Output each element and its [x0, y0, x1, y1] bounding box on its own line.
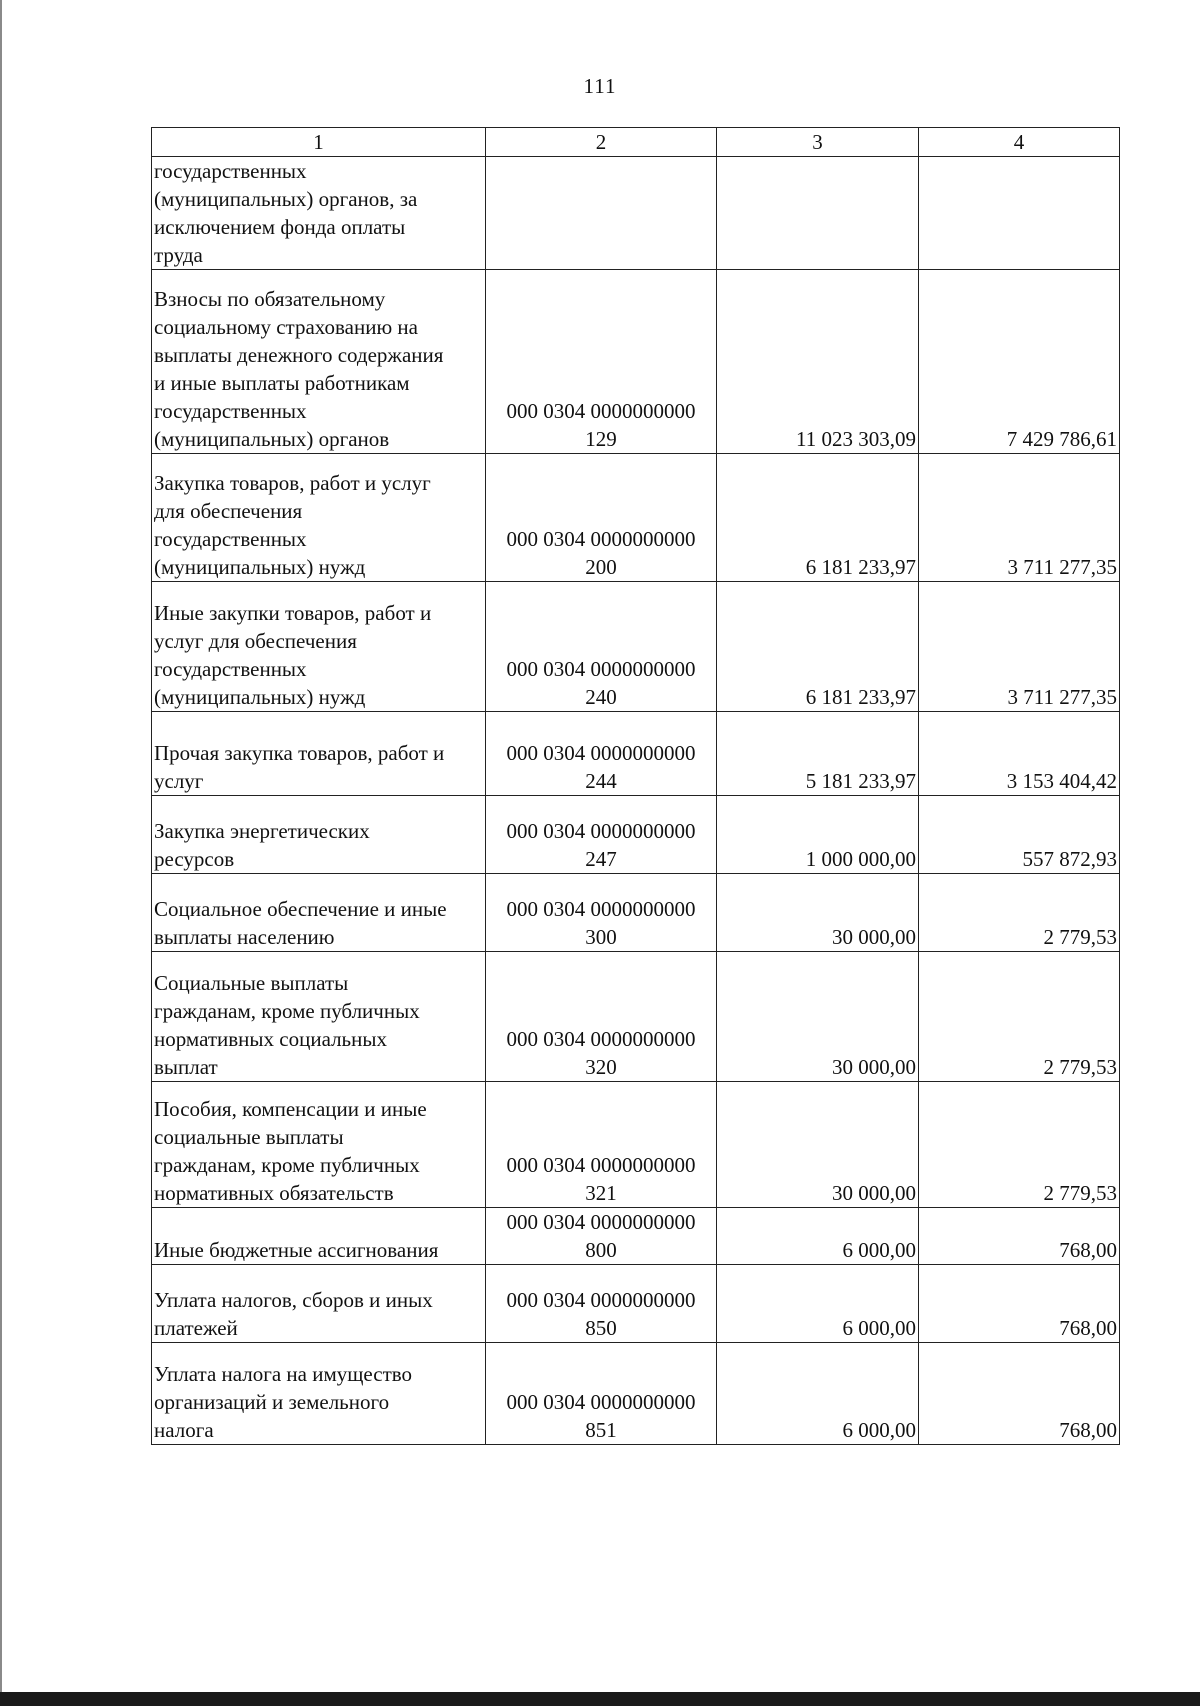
- row-name-line: гражданам, кроме публичных: [154, 1153, 420, 1177]
- row-value-3-cell: 30 000,00: [717, 952, 919, 1082]
- row-name-cell: [152, 874, 486, 952]
- row-code-line: 000 0304 0000000000: [506, 1153, 696, 1177]
- table-header-row: [152, 128, 1120, 157]
- row-name-line: социальные выплаты: [154, 1125, 344, 1149]
- row-name-cell: [152, 157, 486, 270]
- table-row: [152, 1265, 1120, 1343]
- row-code-cell: [486, 1343, 717, 1445]
- row-value-4-cell: 3 711 277,35: [919, 582, 1120, 712]
- row-name-line: для обеспечения: [154, 499, 303, 523]
- row-name-line: государственных: [154, 399, 307, 423]
- row-code-line: 800: [585, 1238, 617, 1262]
- row-code-line: 000 0304 0000000000: [506, 657, 696, 681]
- row-name-line: государственных: [154, 657, 307, 681]
- row-name-cell: [152, 1082, 486, 1208]
- row-code-line: 000 0304 0000000000: [506, 1390, 696, 1414]
- table-row: [152, 157, 1120, 270]
- column-header-3: 3: [717, 128, 919, 157]
- row-name-line: Иные бюджетные ассигнования: [154, 1238, 439, 1262]
- table-row: [152, 874, 1120, 952]
- table-row: [152, 796, 1120, 874]
- row-name-line: и иные выплаты работникам: [154, 371, 410, 395]
- row-name-cell: [152, 1208, 486, 1265]
- row-name-line: Закупка товаров, работ и услуг: [154, 471, 431, 495]
- row-code-cell: [486, 454, 717, 582]
- row-value-4-cell: 768,00: [919, 1265, 1120, 1343]
- row-value-3-cell: 1 000 000,00: [717, 796, 919, 874]
- row-code-line: 850: [585, 1316, 617, 1340]
- row-name-line: выплат: [154, 1055, 218, 1079]
- table-row: [152, 1208, 1120, 1265]
- row-name-cell: [152, 454, 486, 582]
- row-name-line: налога: [154, 1418, 214, 1442]
- row-value-3-cell: 6 000,00: [717, 1265, 919, 1343]
- row-code-cell: [486, 157, 717, 270]
- table-row: [152, 270, 1120, 454]
- row-name-line: Пособия, компенсации и иные: [154, 1097, 427, 1121]
- table-row: [152, 454, 1120, 582]
- row-code-line: 000 0304 0000000000: [506, 1027, 696, 1051]
- row-code-line: 321: [585, 1181, 617, 1205]
- row-value-4-cell: 3 711 277,35: [919, 454, 1120, 582]
- row-value-4-cell: 2 779,53: [919, 1082, 1120, 1208]
- row-name-line: Закупка энергетических: [154, 819, 370, 843]
- row-value-3-cell: 11 023 303,09: [717, 270, 919, 454]
- table-row: [152, 712, 1120, 796]
- row-name-cell: [152, 1265, 486, 1343]
- table-row: [152, 582, 1120, 712]
- row-code-line: 200: [585, 555, 617, 579]
- row-name-line: ресурсов: [154, 847, 235, 871]
- row-value-3-cell: 6 181 233,97: [717, 582, 919, 712]
- budget-table-body: [152, 128, 1120, 1445]
- row-code-cell: [486, 1265, 717, 1343]
- row-code-cell: [486, 712, 717, 796]
- row-value-4-cell: 768,00: [919, 1343, 1120, 1445]
- row-value-4-cell: [919, 157, 1120, 270]
- row-name-cell: [152, 796, 486, 874]
- column-header-1: 1: [152, 128, 486, 157]
- page-number: 111: [583, 74, 617, 98]
- row-value-4-cell: 2 779,53: [919, 952, 1120, 1082]
- row-name-line: нормативных обязательств: [154, 1181, 394, 1205]
- row-value-4-cell: 3 153 404,42: [919, 712, 1120, 796]
- row-code-cell: [486, 270, 717, 454]
- row-value-4-cell: 2 779,53: [919, 874, 1120, 952]
- row-name-line: (муниципальных) нужд: [154, 685, 366, 709]
- row-name-line: социальному страхованию на: [154, 315, 418, 339]
- row-code-line: 000 0304 0000000000: [506, 1288, 696, 1312]
- row-code-line: 000 0304 0000000000: [506, 1210, 696, 1234]
- row-name-line: Иные закупки товаров, работ и: [154, 601, 432, 625]
- row-value-3-cell: 6 000,00: [717, 1343, 919, 1445]
- row-name-line: услуг: [154, 769, 204, 793]
- row-code-line: 000 0304 0000000000: [506, 819, 696, 843]
- budget-table: [151, 127, 1120, 1445]
- row-name-line: Взносы по обязательному: [154, 287, 386, 311]
- row-code-cell: [486, 1082, 717, 1208]
- row-name-line: (муниципальных) органов: [154, 427, 390, 451]
- row-code-line: 240: [585, 685, 617, 709]
- row-code-line: 320: [585, 1055, 617, 1079]
- row-name-cell: [152, 952, 486, 1082]
- scan-edge-left: [0, 0, 2, 1706]
- row-value-3-cell: [717, 157, 919, 270]
- row-value-4-cell: 7 429 786,61: [919, 270, 1120, 454]
- row-name-cell: [152, 712, 486, 796]
- row-name-line: Уплата налога на имущество: [154, 1362, 413, 1386]
- row-code-line: 000 0304 0000000000: [506, 897, 696, 921]
- row-name-line: исключением фонда оплаты: [154, 215, 406, 239]
- row-code-cell: [486, 952, 717, 1082]
- table-row: [152, 1082, 1120, 1208]
- column-header-4: 4: [919, 128, 1120, 157]
- row-value-3-cell: 6 181 233,97: [717, 454, 919, 582]
- row-code-cell: [486, 874, 717, 952]
- row-name-line: государственных: [154, 159, 307, 183]
- row-name-line: (муниципальных) нужд: [154, 555, 366, 579]
- row-value-3-cell: 6 000,00: [717, 1208, 919, 1265]
- row-name-line: (муниципальных) органов, за: [154, 187, 418, 211]
- row-name-line: труда: [154, 243, 203, 267]
- row-value-3-cell: 30 000,00: [717, 1082, 919, 1208]
- row-name-cell: [152, 582, 486, 712]
- row-code-line: 247: [585, 847, 617, 871]
- row-code-line: 000 0304 0000000000: [506, 399, 696, 423]
- row-name-line: гражданам, кроме публичных: [154, 999, 420, 1023]
- row-code-line: 000 0304 0000000000: [506, 741, 696, 765]
- row-value-3-cell: 5 181 233,97: [717, 712, 919, 796]
- row-code-line: 000 0304 0000000000: [506, 527, 696, 551]
- row-code-cell: [486, 582, 717, 712]
- row-name-line: Социальное обеспечение и иные: [154, 897, 447, 921]
- row-code-cell: [486, 1208, 717, 1265]
- column-header-2: 2: [486, 128, 717, 157]
- row-name-line: услуг для обеспечения: [154, 629, 357, 653]
- row-value-3-cell: 30 000,00: [717, 874, 919, 952]
- row-name-line: нормативных социальных: [154, 1027, 387, 1051]
- row-name-cell: [152, 270, 486, 454]
- row-code-line: 129: [585, 427, 617, 451]
- row-name-line: Прочая закупка товаров, работ и: [154, 741, 445, 765]
- row-name-line: государственных: [154, 527, 307, 551]
- row-name-line: платежей: [154, 1316, 238, 1340]
- row-name-line: организаций и земельного: [154, 1390, 390, 1414]
- row-code-line: 851: [585, 1418, 617, 1442]
- table-row: [152, 952, 1120, 1082]
- row-code-line: 244: [585, 769, 617, 793]
- scan-edge-bottom: [0, 1692, 1200, 1706]
- row-value-4-cell: 768,00: [919, 1208, 1120, 1265]
- row-value-4-cell: 557 872,93: [919, 796, 1120, 874]
- row-name-line: выплаты населению: [154, 925, 335, 949]
- table-row: [152, 1343, 1120, 1445]
- row-name-line: Социальные выплаты: [154, 971, 349, 995]
- row-code-cell: [486, 796, 717, 874]
- row-name-line: выплаты денежного содержания: [154, 343, 444, 367]
- row-code-line: 300: [585, 925, 617, 949]
- row-name-line: Уплата налогов, сборов и иных: [154, 1288, 433, 1312]
- row-name-cell: [152, 1343, 486, 1445]
